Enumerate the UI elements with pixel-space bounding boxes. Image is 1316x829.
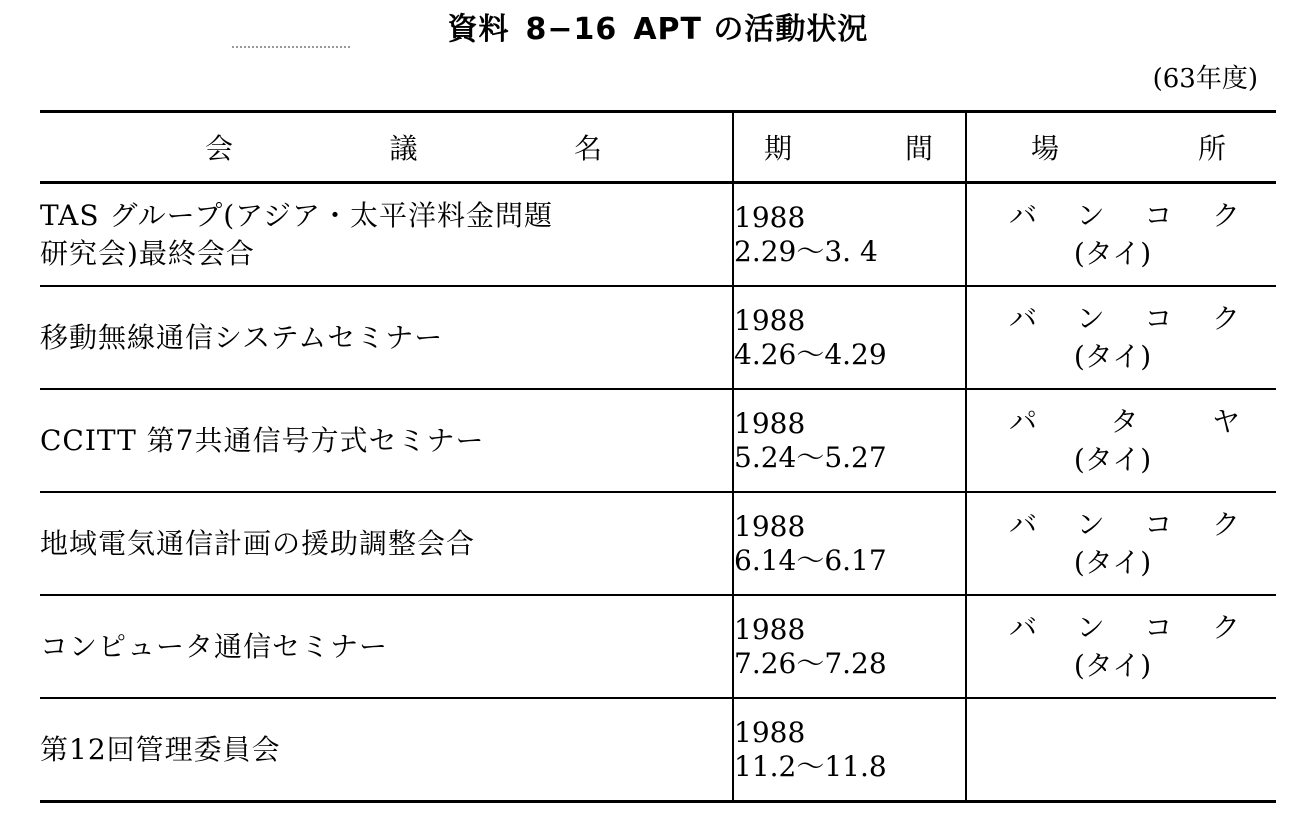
header-char: 所 [1197,132,1226,165]
city-char: パ [1009,404,1038,438]
city-char: ク [1211,301,1240,335]
header-char: 場 [1031,132,1060,165]
city-char: バ [1009,198,1038,232]
period-year: 1988 [734,612,806,646]
table-row [40,595,1276,698]
city-char: ク [1211,610,1240,644]
city-char: バ [1009,507,1038,541]
fiscal-year-note: (63年度) [1152,64,1258,94]
place-cell [966,286,1276,389]
place-country: (タイ) [1073,648,1152,682]
header-period [733,112,966,183]
table-row [40,698,1276,802]
doc-heading: APT の活動状況 [633,12,869,47]
place-country: (タイ) [1073,442,1152,476]
place-cell [966,389,1276,492]
period-cell [733,183,966,287]
place-city [967,197,1276,235]
table-row [40,286,1276,389]
place-country: (タイ) [1073,339,1152,373]
period-cell [733,595,966,698]
meeting-name-line: 移動無線通信システムセミナー [40,320,444,354]
period-year: 1988 [734,303,806,337]
header-char: 議 [389,132,418,165]
period-dates: 2.29〜3. 4 [734,234,878,268]
place-cell [966,595,1276,698]
city-char: コ [1144,301,1173,335]
meeting-name-cell [40,698,733,802]
period-cell [733,286,966,389]
city-char: ン [1076,198,1105,232]
city-char: コ [1144,198,1173,232]
city-char: ヤ [1211,404,1240,438]
header-meeting-name [40,112,733,183]
header-char: 名 [573,132,602,165]
city-char: ク [1211,198,1240,232]
table-row [40,492,1276,595]
period-dates: 7.26〜7.28 [734,646,887,680]
table-row [40,389,1276,492]
period-year: 1988 [734,715,806,749]
place-city [967,300,1276,338]
table-row [40,183,1276,287]
place-cell [966,183,1276,287]
city-char: ン [1076,301,1105,335]
place-country: (タイ) [1073,545,1152,579]
doc-number: 8−16 [525,12,618,47]
city-char: タ [1110,404,1139,438]
place-country: (タイ) [1073,236,1152,270]
header-place [966,112,1276,183]
meeting-name-cell [40,183,733,287]
period-year: 1988 [734,200,806,234]
city-char: ク [1211,507,1240,541]
meeting-name-cell [40,389,733,492]
period-cell [733,492,966,595]
document-title [0,10,1316,50]
period-year: 1988 [734,406,806,440]
period-cell [733,698,966,802]
meeting-name-cell [40,286,733,389]
period-cell [733,389,966,492]
meeting-name-cell [40,492,733,595]
header-char: 間 [904,132,933,165]
meeting-name-line: 研究会)最終会合 [40,236,255,270]
place-city [967,403,1276,441]
period-dates: 11.2〜11.8 [734,749,887,783]
apt-activities-table [40,110,1276,803]
city-char: ン [1076,610,1105,644]
meeting-name-line: 地域電気通信計画の援助調整会合 [40,526,476,560]
city-char: バ [1009,301,1038,335]
header-char: 会 [205,132,234,165]
place-city [967,609,1276,647]
city-char: ン [1076,507,1105,541]
city-char: バ [1009,610,1038,644]
period-dates: 6.14〜6.17 [734,543,887,577]
city-char: コ [1144,610,1173,644]
period-dates: 5.24〜5.27 [734,440,887,474]
place-cell-empty [966,698,1276,802]
header-char: 期 [764,132,793,165]
period-dates: 4.26〜4.29 [734,337,887,371]
city-char: コ [1144,507,1173,541]
meeting-name-line: コンピュータ通信セミナー [40,629,389,663]
doc-label: 資料 [447,12,510,47]
meeting-name-line: 第12回管理委員会 [40,732,281,766]
place-city [967,506,1276,544]
meeting-name-line: TAS グループ(アジア・太平洋料金問題 [40,198,554,232]
meeting-name-cell [40,595,733,698]
meeting-name-line: CCITT 第7共通信号方式セミナー [40,423,485,457]
place-cell [966,492,1276,595]
table-header-row [40,112,1276,183]
period-year: 1988 [734,509,806,543]
